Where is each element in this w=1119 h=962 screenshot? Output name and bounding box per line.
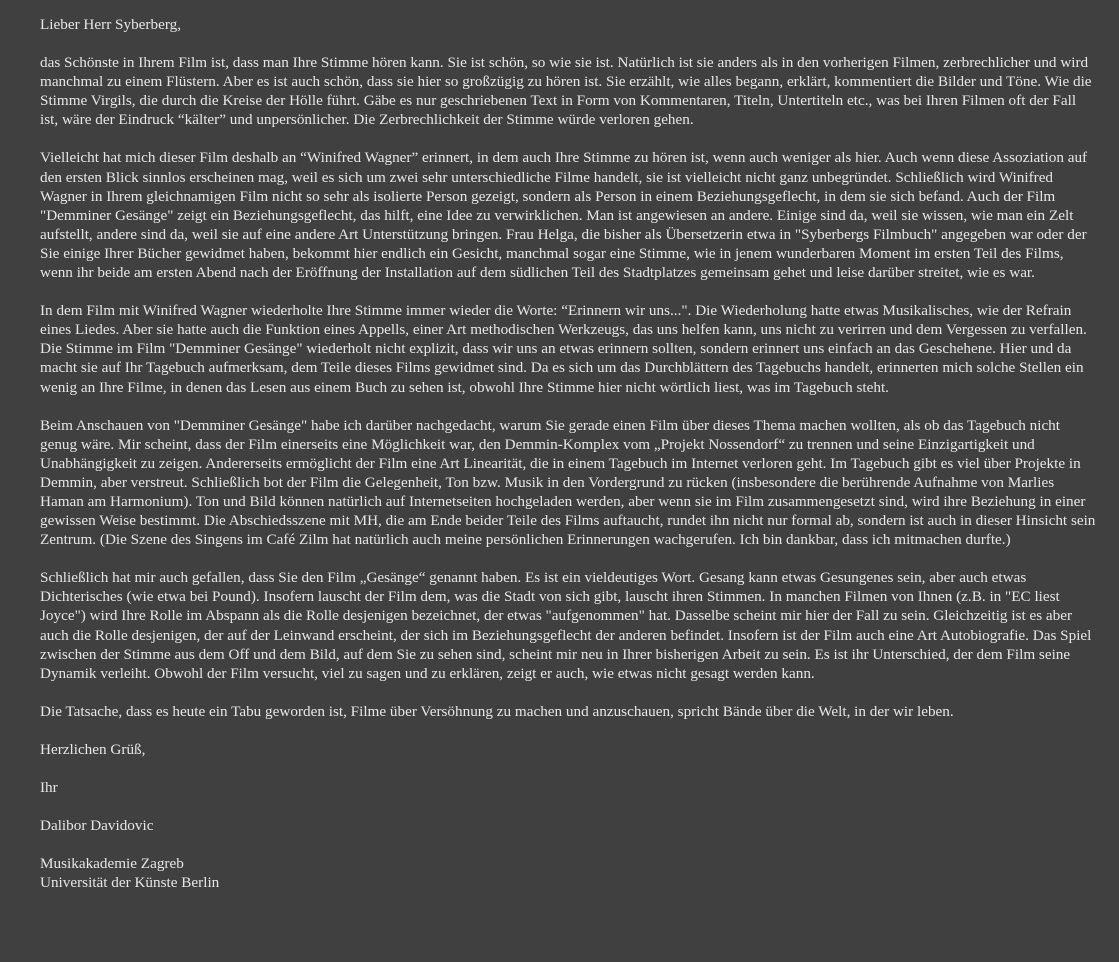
letter-paragraph-4: Beim Anschauen von "Demminer Gesänge" habe ich darüber nachgedacht, warum Sie gerade einen Film über dieses Thema machen wollten, als ob das Tagebuch nicht genug wäre. Mir scheint, dass der Film einerseits eine Möglichkeit war, den Demmin-Komplex vom „Projekt Nossendorf“ zu trennen und seine Einzigartigkeit und Unabhängigkeit zu zeigen. Andererseits ermöglicht der Film eine Art Linearität, die in einem Tagebuch im Internet verloren geht. Im Tagebuch gibt es viel über Projekte in Demmin, aber verstreut. Schließlich bot der Film die Gelegenheit, Ton bzw. Musik in den Vordergrund zu rücken (insbesondere die berührende Aufnahme von Marlies Haman am Harmonium). Ton und Bild können natürlich auf Internetseiten hochgeladen werden, aber wenn sie im Film zusammengesetzt sind, wird ihre Beziehung in einer gewissen Weise bestimmt. Die Abschiedsszene mit MH, die am Ende beider Teile des Films auftaucht, rundet ihn nicht nur formal ab, sondern ist auch in dieser Hinsicht sein Zentrum. (Die Szene des Singens im Café Zilm hat natürlich auch meine persönlichen Erinnerungen wachgerufen. Ich bin dankbar, dass ich mitmachen durfte.) (40, 416, 1096, 549)
sender-affiliation (40, 854, 1096, 892)
letter-closing-word: Ihr (40, 779, 58, 796)
letter-signature: Dalibor Davidovic (40, 817, 154, 835)
letter-paragraph-5: Schließlich hat mir auch gefallen, dass Sie den Film „Gesänge“ genannt haben. Es ist ein vieldeutiges Wort. Gesang kann etwas Gesungenes sein, aber auch etwas Dichterisches (wie etwa bei Pound). Insofern lauscht der Film dem, was die Stadt von sich gibt, lauscht ihren Stimmen. In manchen Filmen von Ihnen (z.B. in "EC liest Joyce") wird Ihre Rolle im Abspann als die Rolle desjenigen bezeichnet, der etwas "aufgenommen" hat. Dasselbe scheint mir hier der Fall zu sein. Gleichzeitig ist es aber auch die Rolle desjenigen, der auf der Leinwand erscheint, der sich im Beziehungsgeflecht der anderen befindet. Insofern ist der Film auch eine Art Autobiografie. Das Spiel zwischen der Stimme aus dem Off und dem Bild, auf dem Sie zu sehen sind, scheint mir neu in Ihrer bisherigen Arbeit zu sein. Es ist ihr Unterschied, der dem Film seine Dynamik verleiht. Obwohl der Film versucht, viel zu sagen und zu erklären, zeigt er auch, wie etwas nicht gesagt werden kann. (40, 569, 1092, 682)
letter-paragraph-2: Vielleicht hat mich dieser Film deshalb an “Winifred Wagner” erinnert, in dem auch Ihre Stimme zu hören ist, wenn auch weniger als hier. Auch wenn diese Assoziation auf den ersten Blick sinnlos erscheinen mag, weil es sich um zwei sehr unterschiedliche Filme handelt, sie ist vielleicht nicht ganz unbegründet. Schließlich wird Winifred Wagner in Ihrem gleichnamigen Film nicht so sehr als isolierte Person gezeigt, sondern als Person in einem Beziehungsgeflecht, in dem sie sich befand. Auch der Film "Demminer Gesänge" zeigt ein Beziehungsgeflecht, das hilft, eine Idee zu verwirklichen. Man ist angewiesen an andere. Einige sind da, weil sie wissen, wie man ein Zelt aufstellt, andere sind da, weil sie auf eine andere Art Unterstützung bringen. Frau Helga, die bisher als Übersetzerin etwa in "Syberbergs Filmbuch" angegeben war oder der Sie einige Ihrer Bücher gewidmet haben, bekommt hier endlich ein Gesicht, manchmal sogar eine Stimme, wie in jenem wunderbaren Moment im ersten Teil des Films, wenn ihr beide am ersten Abend nach der Eröffnung der Installation auf dem südlichen Teil des Stadtplatzes gemeinsam gehet und leise darüber streitet, wie es war. (40, 149, 1088, 282)
letter-body (40, 15, 1096, 892)
letter-closing: Herzlichen Grüß, (40, 740, 146, 758)
affiliation-line-1: Musikakademie Zagreb (40, 855, 184, 873)
affiliation-line-2: Universität der Künste Berlin (40, 874, 220, 892)
letter-salutation: Lieber Herr Syberberg, (40, 16, 181, 33)
letter-paragraph-3: In dem Film mit Winifred Wagner wiederholte Ihre Stimme immer wieder die Worte: “Erinnern wir uns...". Die Wiederholung hatte etwas Musikalisches, wie der Refrain eines Liedes. Aber sie hatte auch die Funktion eines Appells, einer Art methodischen Werkzeugs, das uns helfen kann, uns nicht zu verirren und dem Vergessen zu verfallen. Die Stimme im Film "Demminer Gesänge" wiederholt nicht explizit, dass wir uns an etwas erinnern sollten, sondern erinnert uns einfach an das Geschehene. Hier und da macht sie auf Ihr Tagebuch aufmerksam, dem Teile dieses Films gewidmet sind. Da es sich um das Durchblättern des Tagebuchs handelt, erinnerten mich solche Stellen ein wenig an Ihre Filme, in denen das Lesen aus einem Buch zu sehen ist, obwohl Ihre Stimme hier nicht wörtlich liest, was im Tagebuch steht. (40, 302, 1087, 396)
letter-paragraph-1: das Schönste in Ihrem Film ist, dass man Ihre Stimme hören kann. Sie ist schön, so wie sie ist. Natürlich ist sie anders als in den vorherigen Filmen, zerbrechlicher und wird manchmal zu einem Flüstern. Aber es ist auch schön, dass sie hier so großzügig zu hören ist. Sie erzählt, wie alles begann, erklärt, kommentiert die Bilder und Töne. Wie die Stimme Virgils, die durch die Kreise der Hölle führt. Gäbe es nur geschriebenen Text in Form von Kommentaren, Titeln, Untertiteln etc., was bei Ihren Filmen oft der Fall ist, wäre der Eindruck “kälter” und unpersönlicher. Die Zerbrechlichkeit der Stimme würde verloren gehen. (40, 54, 1092, 129)
letter-paragraph-6: Die Tatsache, dass es heute ein Tabu geworden ist, Filme über Versöhnung zu machen und anzuschauen, spricht Bände über die Welt, in der wir leben. (40, 702, 954, 720)
